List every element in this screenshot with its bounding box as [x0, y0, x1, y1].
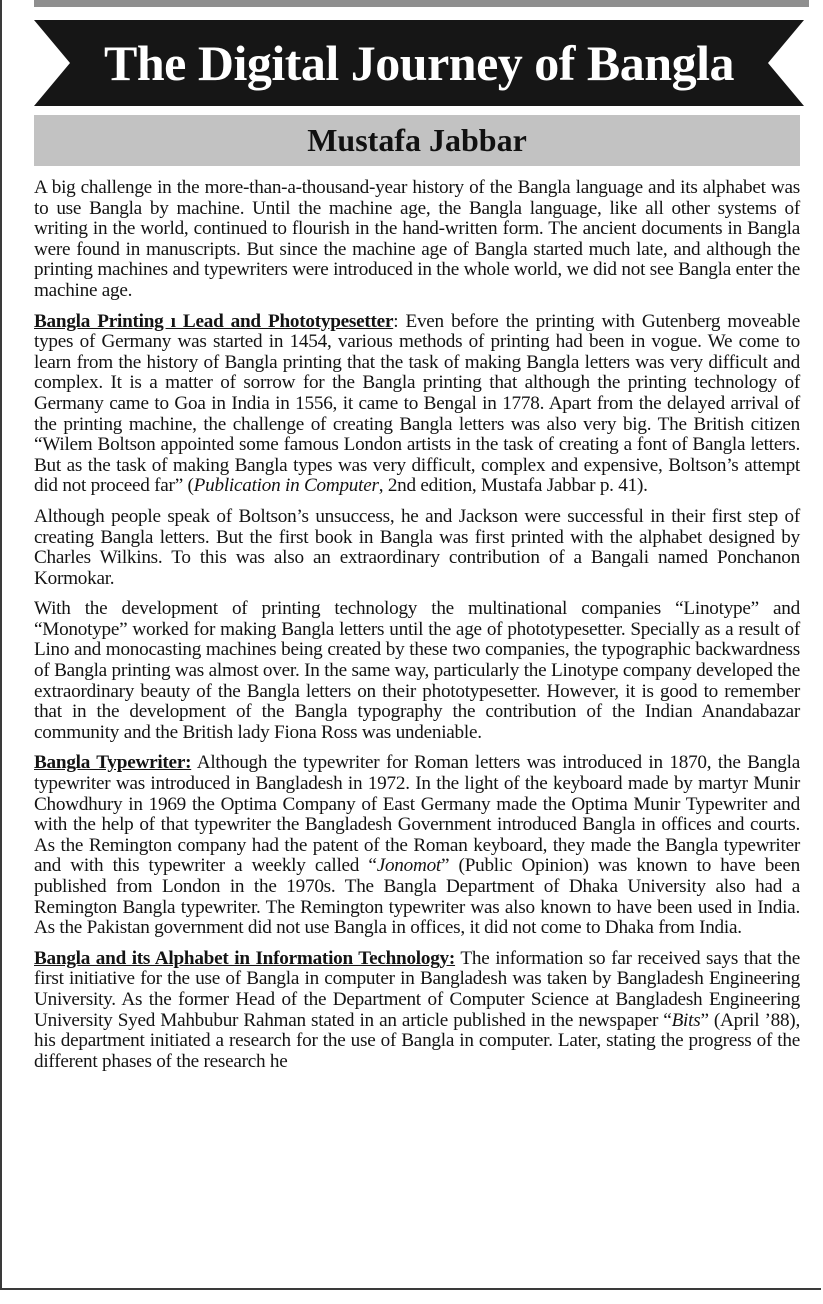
section-heading-it: Bangla and its Alphabet in Information Technology: [34, 947, 456, 969]
linotype-paragraph [34, 599, 800, 743]
book-title: Publication in Computer [193, 475, 379, 497]
typewriter-paragraph [34, 753, 800, 938]
paragraph-text: ” (April ’88), his department initiated a research for the use of Bangla in computer. Later, stating the progress of the different phases of the research he [34, 1009, 800, 1072]
intro-paragraph [34, 178, 800, 302]
top-rule [34, 0, 809, 7]
paragraph-text: Although people speak of Boltson’s unsuccess, he and Jackson were successful in their first step of creating Bangla letters. But the first book in Bangla was first printed with the alphabet designed by Charles Wilkins. To this was also an extraordinary contribution of a Bangali named Ponchanon Kormokar. [34, 505, 800, 589]
author-byline: Mustafa Jabbar [34, 115, 800, 166]
boltson-paragraph [34, 507, 800, 589]
paragraph-text: The information so far received says that the first initiative for the use of Bangla in computer in Bangladesh was taken by Bangladesh Engineering University. As the former Head of the Department of Computer Science at Bangladesh Engineering University Syed Mahbubur Rahman stated in an article published in the newspaper “ [34, 947, 800, 1031]
article-body [34, 178, 800, 1082]
title-banner [34, 20, 804, 106]
printing-paragraph [34, 312, 800, 497]
article-title: The Digital Journey of Bangla [104, 35, 734, 91]
section-heading-typewriter: Bangla Typewriter: [34, 752, 192, 774]
it-paragraph [34, 949, 800, 1073]
paragraph-text: Although the typewriter for Roman letters was introduced in 1870, the Bangla typewriter was introduced in Bangladesh in 1972. In the light of the keyboard made by martyr Munir Chowdhury in 1969 the Optima Company of East Germany made the Optima Munir Typewriter and with the help of that typewriter the Bangladesh Government introduced Bangla in offices and courts. As the Remington company had the patent of the Roman keyboard, they made the Bangla typewriter and with this typewriter a weekly called “ [34, 752, 800, 877]
newspaper-title: Jonomot [376, 855, 442, 877]
paragraph-text: : Even before the printing with Gutenberg moveable types of Germany was started in 1454, various methods of printing had been in vogue. We come to learn from the history of Bangla printing that the task of making Bangla letters was very difficult and complex. It is a matter of sorrow for the Bangla printing that although the printing technology of Germany came to Goa in India in 1556, it came to Bengal in 1778. Apart from the delayed arrival of the printing machine, the challenge of creating Bangla letters was also very big. The British citizen “Wilem Boltson appointed some famous London artists in the task of creating a font of Bangla letters. But as the task of making Bangla types was very difficult, complex and expensive, Boltson’s attempt did not proceed far” ( [34, 310, 800, 497]
newspaper-title: Bits [671, 1009, 701, 1031]
paragraph-text: ” (Public Opinion) was known to have been published from London in the 1970s. The Bangla Department of Dhaka University also had a Remington Bangla typewriter. The Remington typewriter was also known to have been used in India. As the Pakistan government did not use Bangla in offices, it did not come to Dhaka from India. [34, 855, 800, 939]
paragraph-text: , 2nd edition, Mustafa Jabbar p. 41). [378, 475, 648, 497]
section-heading-printing: Bangla Printing ı Lead and Phototypesetter [34, 310, 394, 332]
paragraph-text: With the development of printing technology the multinational companies “Linotype” and “Monotype” worked for making Bangla letters until the age of phototypesetter. Specially as a result of Lino and monocasting machines being created by these two companies, the typographic backwardness of Bangla printing was almost over. In the same way, particularly the Linotype company developed the extraordinary beauty of the Bangla letters on their phototypesetter. However, it is good to remember that in the development of the Bangla typography the contribution of the Indian Anandabazar community and the British lady Fiona Ross was undeniable. [34, 598, 800, 743]
paragraph-text: A big challenge in the more-than-a-thousand-year history of the Bangla language and its alphabet was to use Bangla by machine. Until the machine age, the Bangla language, like all other systems of writing in the world, continued to flourish in the hand-written form. The ancient documents in Bangla were found in manuscripts. But since the machine age of Bangla started much late, and although the printing machines and typewriters were introduced in the whole world, we did not see Bangla enter the machine age. [34, 177, 800, 301]
